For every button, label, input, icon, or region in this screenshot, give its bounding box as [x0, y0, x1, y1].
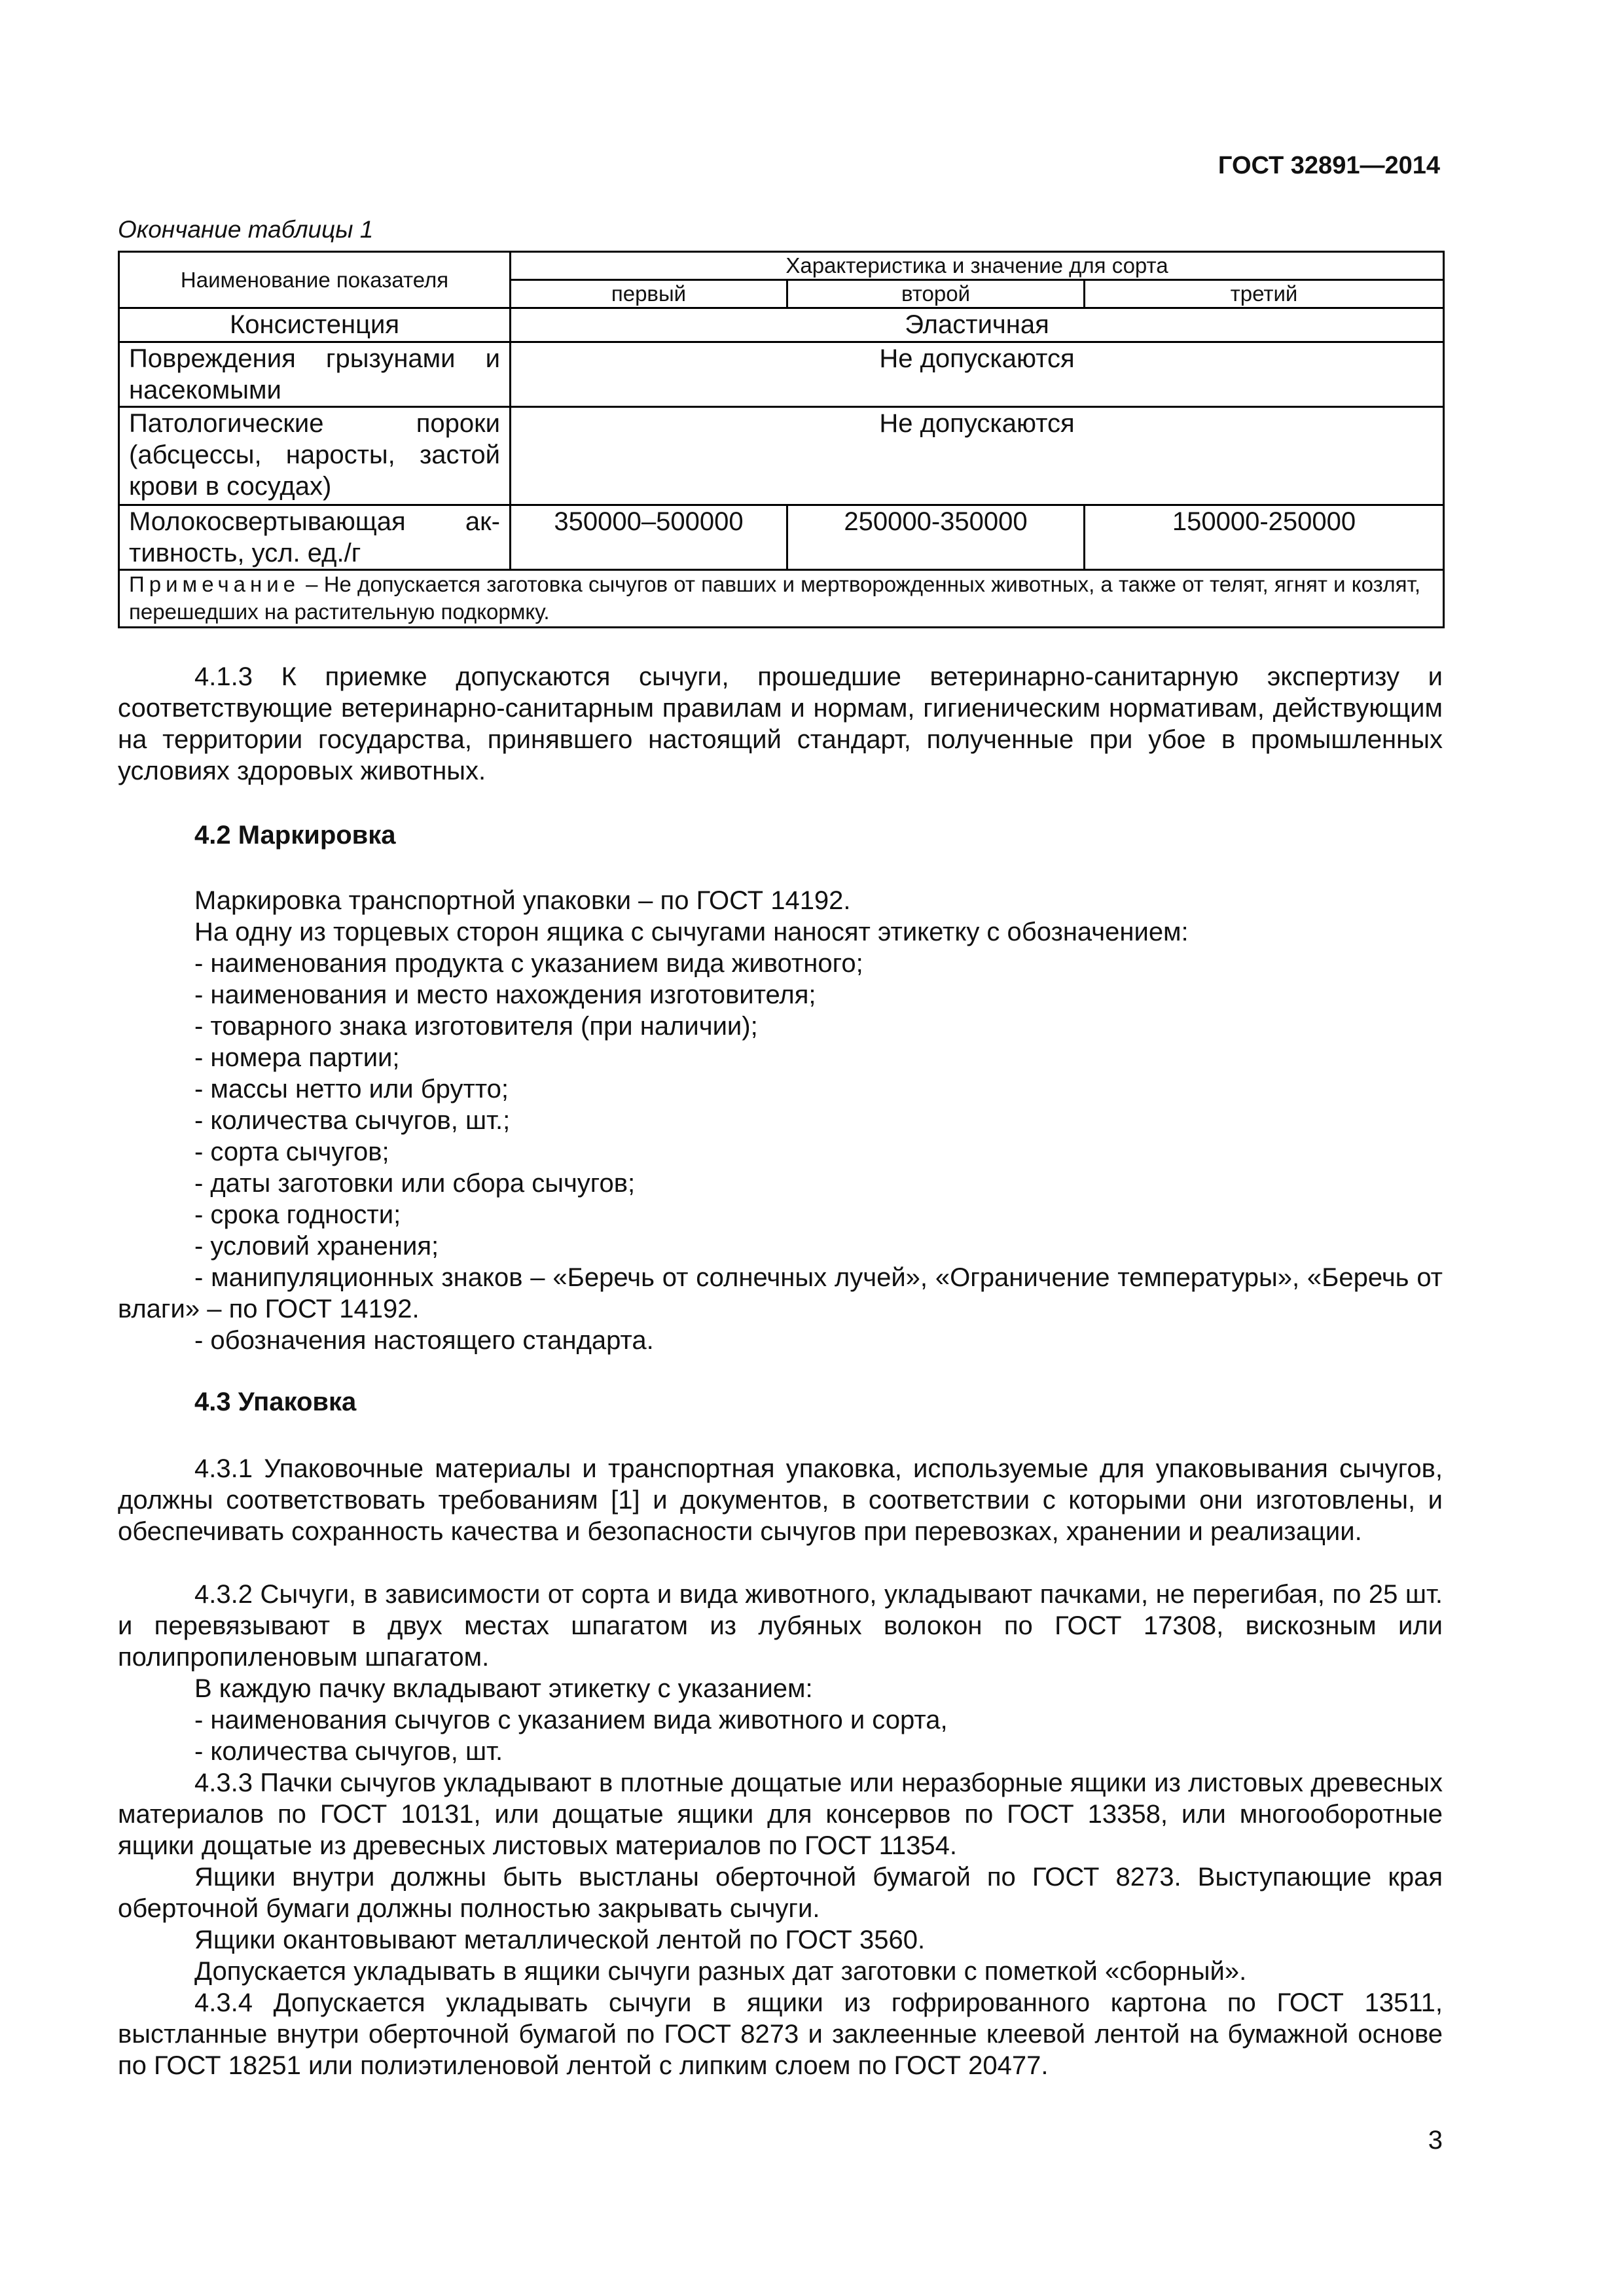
- paragraph-4-3-3-lining: Ящики внутри должны быть выстланы оберточной бумагой по ГОСТ 8273. Выступающие края оберточной бумаги должны полностью закрывать сычуги.: [118, 1863, 1443, 1923]
- marking-list: [194, 948, 1443, 1262]
- list-item: - наименования и место нахождения изготовителя;: [194, 980, 816, 1009]
- header-grade-1: первый: [511, 280, 787, 308]
- marking-intro: Маркировка транспортной упаковки – по ГОСТ 14192.: [194, 886, 851, 915]
- section-heading-4-3: 4.3 Упаковка: [194, 1388, 357, 1416]
- list-item: - даты заготовки или сбора сычугов;: [194, 1169, 636, 1198]
- header-name-column: Наименование показателя: [119, 252, 511, 308]
- header-grade-2: второй: [787, 280, 1085, 308]
- row-name: Консистенция: [119, 308, 511, 342]
- list-item: - наименования продукта с указанием вида животного;: [194, 949, 863, 978]
- table-caption: Окончание таблицы 1: [118, 216, 374, 243]
- row-value: Не допускаются: [511, 342, 1444, 407]
- paragraph-4-1-3: 4.1.3 К приемке допускаются сычуги, прошедшие ветеринарно-санитарную экспертизу и соответствующие ветеринарно-санитарным правилам и нормам, гигиеническим нормативам, действующим на территории государства, принявшего настоящий стандарт, полученные при убое в промышленных условиях здоровых животных.: [118, 662, 1443, 785]
- paragraph-4-3-3: 4.3.3 Пачки сычугов укладывают в плотные дощатые или неразборные ящики из листовых древесных материалов по ГОСТ 10131, или дощатые ящики для консервов по ГОСТ 13358, или многооборотные ящики дощатые из древесных листовых материалов по ГОСТ 11354.: [118, 1768, 1443, 1860]
- row-value: Эластичная: [511, 308, 1444, 342]
- list-item: - количества сычугов, шт.;: [194, 1106, 511, 1135]
- characteristics-table: [118, 251, 1445, 628]
- row-value-grade-3: 150000-250000: [1085, 505, 1444, 570]
- header-grade-3: третий: [1085, 280, 1444, 308]
- list-item: - условий хранения;: [194, 1232, 439, 1261]
- row-value: Не допускаются: [511, 407, 1444, 505]
- table-row: [119, 342, 1444, 407]
- row-name: Патологические пороки (абсцессы, наросты, застой крови в сосудах): [119, 407, 511, 505]
- paragraph-4-3-2: 4.3.2 Сычуги, в зависимости от сорта и вида животного, укладывают пачками, не перегибая, по 25 шт. и перевязывают в двух местах шпагатом из лубяных волокон по ГОСТ 17308, вискозным или полипропиленовым шпагатом.: [118, 1580, 1443, 1672]
- page-number: 3: [1428, 2126, 1443, 2155]
- table-row: [119, 308, 1444, 342]
- list-item-standard-designation: - обозначения настоящего стандарта.: [194, 1326, 654, 1355]
- row-name-line: тивность, усл. ед./г: [129, 539, 361, 567]
- paragraph-4-3-4: 4.3.4 Допускается укладывать сычуги в ящики из гофрированного картона по ГОСТ 13511, выстланные внутри оберточной бумагой по ГОСТ 8273 и заклеенные клеевой лентой на бумажной основе по ГОСТ 18251 или полиэтиленовой лентой с липким слоем по ГОСТ 20477.: [118, 1988, 1443, 2080]
- note-label: Примечание: [129, 572, 300, 596]
- paragraph-4-3-1: 4.3.1 Упаковочные материалы и транспортная упаковка, используемые для упаковывания сычугов, должны соответствовать требованиям [1] и документов, в соответствии с которыми они изготовлены, и обеспечивать сохранность качества и безопасности сычугов при перевозках, хранении и реализации.: [118, 1454, 1443, 1546]
- paragraph-4-3-2-label: В каждую пачку вкладывают этикетку с указанием:: [194, 1674, 813, 1703]
- table-row: [119, 407, 1444, 505]
- list-item: - сорта сычугов;: [194, 1138, 389, 1166]
- row-name-line: Молокосвертывающая ак-: [129, 507, 500, 536]
- table-row: [119, 505, 1444, 570]
- paragraph-4-3-2-item: - наименования сычугов с указанием вида животного и сорта,: [194, 1706, 948, 1734]
- row-name: Повреждения грызунами и насекомыми: [119, 342, 511, 407]
- document-code: ГОСТ 32891—2014: [1218, 152, 1440, 179]
- paragraph-4-3-2-item: - количества сычугов, шт.: [194, 1737, 503, 1766]
- header-grade-group: Характеристика и значение для сорта: [511, 252, 1444, 280]
- list-item: - массы нетто или брутто;: [194, 1075, 509, 1103]
- note-text: – Не допускается заготовка сычугов от павших и мертворожденных животных, а также от телят, ягнят и козлят, перешедших на растительную подкормку.: [129, 572, 1421, 624]
- list-item: - срока годности;: [194, 1200, 401, 1229]
- marking-label-intro: На одну из торцевых сторон ящика с сычугами наносят этикетку с обозначением:: [194, 918, 1189, 946]
- list-item-handling-signs: - манипуляционных знаков – «Беречь от солнечных лучей», «Ограничение температуры», «Беречь от влаги» – по ГОСТ 14192.: [118, 1263, 1443, 1323]
- row-value-grade-2: 250000-350000: [787, 505, 1085, 570]
- row-value-grade-1: 350000–500000: [511, 505, 787, 570]
- paragraph-4-3-3-mixed: Допускается укладывать в ящики сычуги разных дат заготовки с пометкой «сборный».: [194, 1957, 1247, 1986]
- table-note: [119, 570, 1444, 628]
- paragraph-4-3-3-banding: Ящики окантовывают металлической лентой по ГОСТ 3560.: [194, 1926, 926, 1954]
- section-heading-4-2: 4.2 Маркировка: [194, 821, 396, 850]
- list-item: - товарного знака изготовителя (при наличии);: [194, 1012, 758, 1041]
- row-name: [119, 505, 511, 570]
- list-item: - номера партии;: [194, 1043, 400, 1072]
